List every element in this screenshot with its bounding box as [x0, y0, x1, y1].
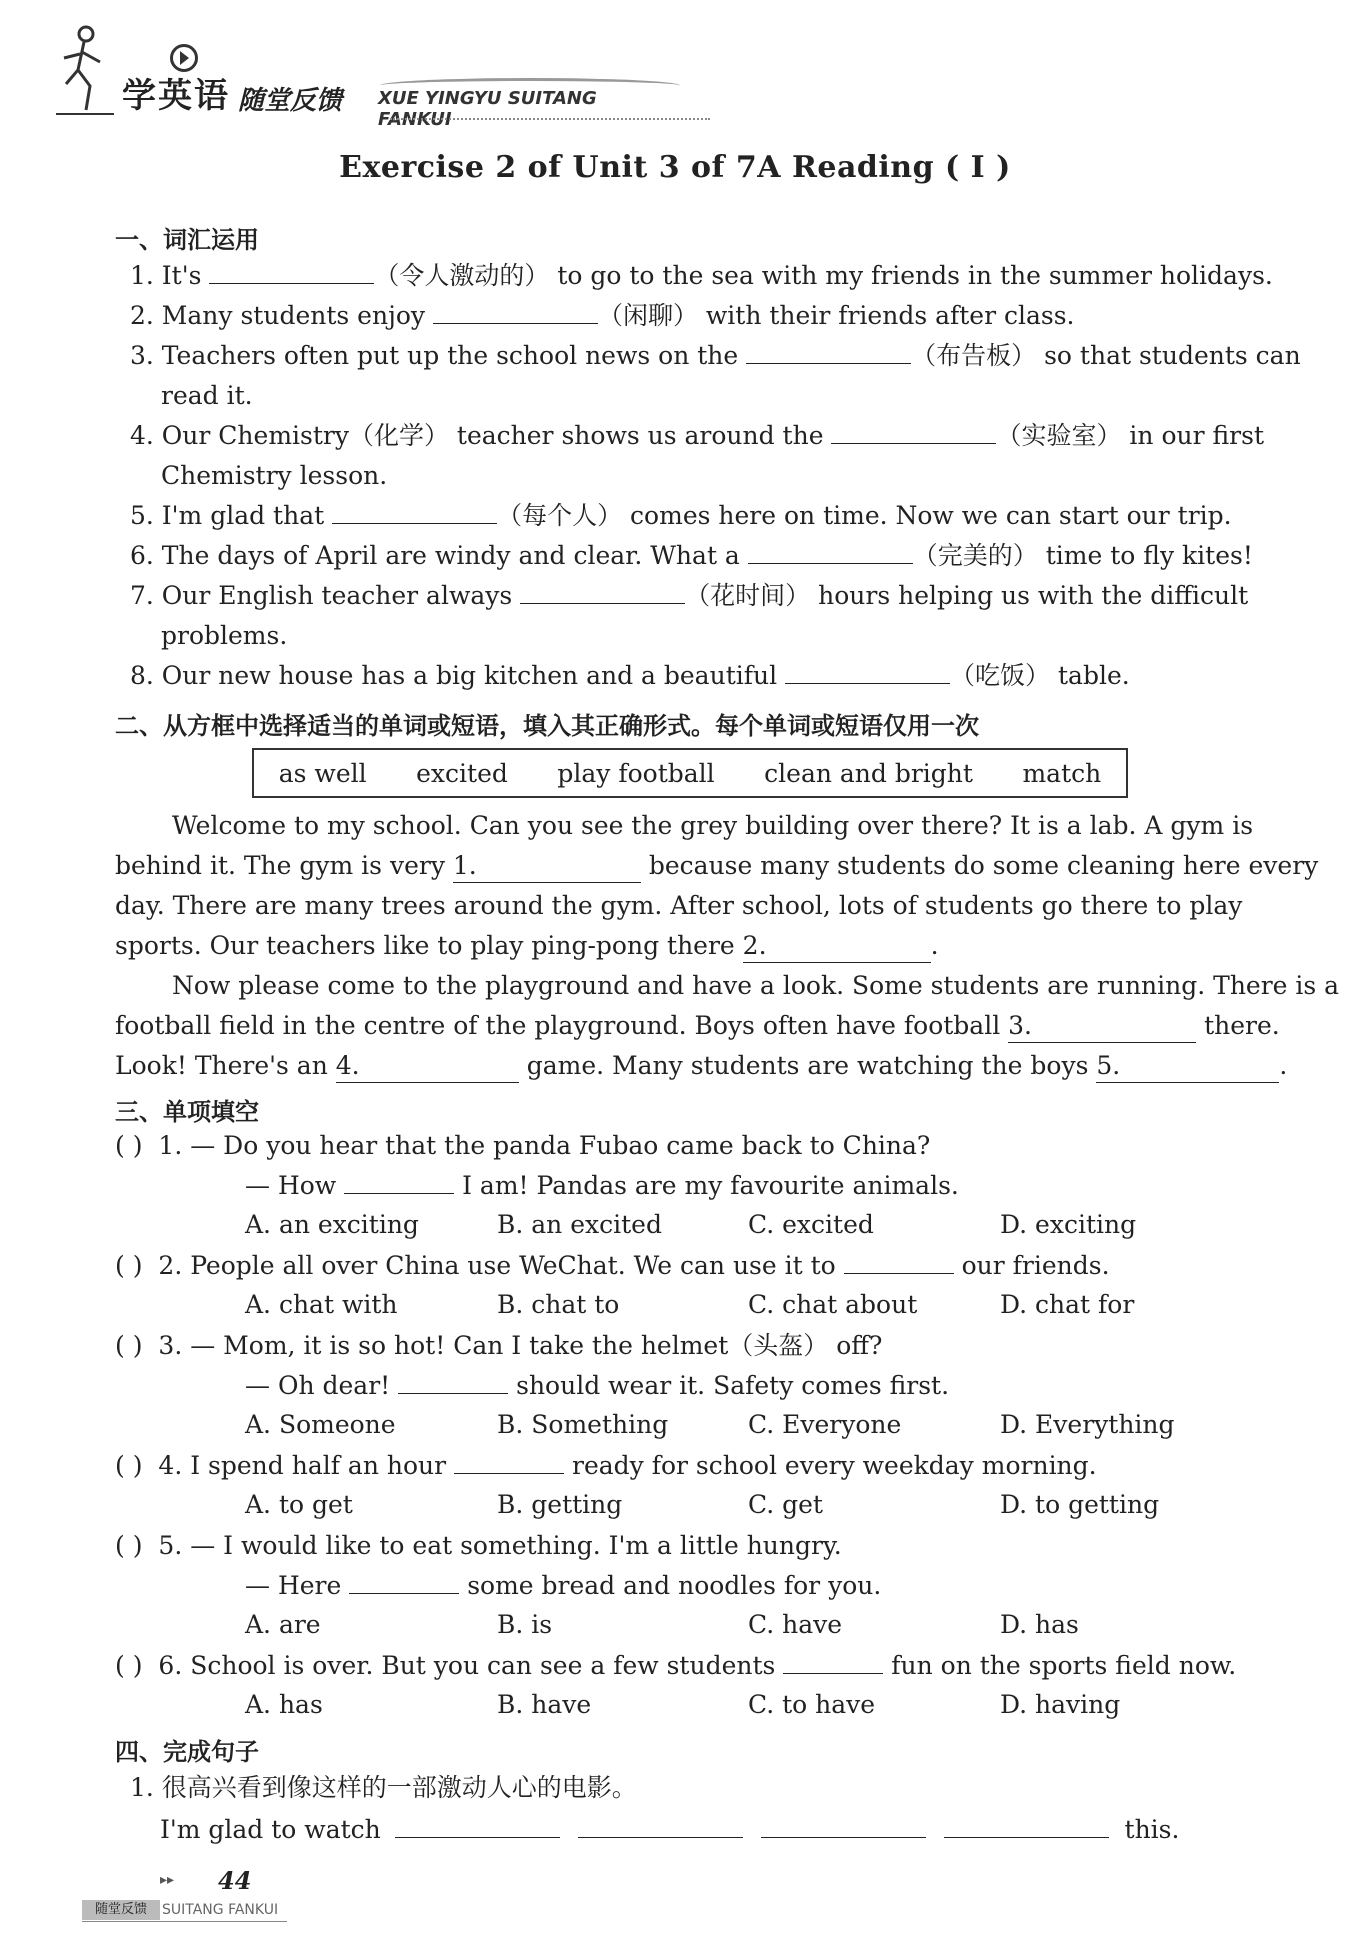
option-b[interactable]: B. chat to: [497, 1290, 620, 1319]
option-a[interactable]: A. to get: [245, 1490, 353, 1519]
word-option: as well: [278, 758, 367, 788]
blank-number: 3.: [1008, 1011, 1033, 1040]
passage-line: Welcome to my school. Can you see the grey building over there? It is a lab. A gym is: [172, 811, 1254, 840]
answer-blank[interactable]: [844, 1251, 954, 1274]
passage-line: [115, 850, 1318, 883]
option-b[interactable]: B. an excited: [497, 1210, 662, 1239]
answer-blank[interactable]: [209, 261, 374, 284]
footer-tag: 随堂反馈: [82, 1900, 160, 1920]
header-en-subtitle: XUE YINGYU SUITANG FANKUI: [378, 88, 597, 130]
mc-question-3-reply: [245, 1370, 949, 1402]
answer-paren[interactable]: ( ): [115, 1451, 143, 1480]
passage-text: because many students do some cleaning here every: [648, 851, 1319, 880]
answer-blank[interactable]: [349, 1571, 459, 1594]
mc-question-2: [115, 1250, 1110, 1282]
q-text: — Here: [245, 1571, 342, 1600]
q-text: （花时间） hours helping us with the difficult: [685, 581, 1249, 610]
q-text: — Oh dear!: [245, 1371, 391, 1400]
option-a[interactable]: A. chat with: [245, 1290, 398, 1319]
mc-question-1-reply: [245, 1170, 959, 1202]
passage-line: [115, 1010, 1280, 1043]
passage-text: .: [930, 931, 939, 960]
option-b[interactable]: B. getting: [497, 1490, 623, 1519]
q-text: 4. I spend half an hour: [158, 1451, 447, 1480]
numbered-blank[interactable]: [1096, 1050, 1279, 1083]
blank-number: 5.: [1096, 1051, 1121, 1080]
option-a[interactable]: A. Someone: [245, 1410, 396, 1439]
passage-line: [115, 930, 939, 963]
q-text: 1. It's: [130, 261, 202, 290]
passage-line: [115, 1050, 1287, 1083]
q-text: （吃饭） table.: [950, 661, 1130, 690]
answer-blank[interactable]: [332, 501, 497, 524]
page-number: 44: [218, 1866, 252, 1895]
passage-text: behind it. The gym is very: [115, 851, 445, 880]
sec1-question-6: [130, 540, 1253, 572]
section2-heading: 二、从方框中选择适当的单词或短语，填入其正确形式。每个单词或短语仅用一次: [115, 712, 979, 740]
passage-line: Now please come to the playground and have a look. Some students are running. There is a: [172, 971, 1340, 1000]
option-b[interactable]: B. Something: [497, 1410, 669, 1439]
header-cn-title: 学英语: [122, 76, 230, 116]
mc-question-5: [115, 1530, 842, 1562]
answer-paren[interactable]: ( ): [115, 1531, 143, 1560]
header-cn-subtitle: 随堂反馈: [238, 86, 343, 116]
section1-heading: 一、词汇运用: [115, 226, 259, 254]
answer-blank[interactable]: [748, 541, 913, 564]
q-text: fun on the sports field now.: [891, 1651, 1237, 1680]
answer-blank[interactable]: [761, 1815, 926, 1838]
word-option: match: [1022, 758, 1102, 788]
option-d[interactable]: D. exciting: [1000, 1210, 1137, 1239]
word-option: play football: [557, 758, 715, 788]
answer-blank[interactable]: [344, 1171, 454, 1194]
footer-en: SUITANG FANKUI: [162, 1902, 279, 1918]
numbered-blank[interactable]: [453, 850, 641, 883]
option-c[interactable]: C. excited: [748, 1210, 874, 1239]
q-text: （令人激动的） to go to the sea with my friends in the summer holidays.: [374, 261, 1273, 290]
q-text: ready for school every weekday morning.: [572, 1451, 1097, 1480]
blank-number: 4.: [335, 1051, 360, 1080]
q-text: 5. I'm glad that: [130, 501, 325, 530]
q-text: 3. Teachers often put up the school news on the: [130, 341, 739, 370]
numbered-blank[interactable]: [1008, 1010, 1196, 1043]
sec1-question-3: [130, 340, 1301, 372]
mc-question-3: [115, 1330, 882, 1362]
q-text: 2. People all over China use WeChat. We can use it to: [158, 1251, 836, 1280]
option-d[interactable]: D. having: [1000, 1690, 1121, 1719]
sec1-question-7-cont: problems.: [161, 621, 288, 650]
arrow-icon: ▸▸: [160, 1872, 175, 1888]
q-text: some bread and noodles for you.: [467, 1571, 882, 1600]
option-d[interactable]: D. has: [1000, 1610, 1079, 1639]
option-a[interactable]: A. has: [245, 1690, 323, 1719]
word-bank-box: [252, 748, 1128, 798]
runner-logo-icon: [56, 24, 116, 116]
q-text: （每个人） comes here on time. Now we can start our trip.: [497, 501, 1232, 530]
option-d[interactable]: D. chat for: [1000, 1290, 1135, 1319]
q-text: 6. The days of April are windy and clear. What a: [130, 541, 740, 570]
sec1-question-5: [130, 500, 1232, 532]
sec1-question-7: [130, 580, 1248, 612]
answer-blank[interactable]: [578, 1815, 743, 1838]
sec4-question-1-en: [160, 1814, 1179, 1846]
word-option: clean and bright: [764, 758, 973, 788]
word-option: excited: [416, 758, 508, 788]
answer-paren[interactable]: ( ): [115, 1131, 143, 1160]
option-d[interactable]: D. to getting: [1000, 1490, 1160, 1519]
passage-text: there.: [1204, 1011, 1280, 1040]
option-c[interactable]: C. have: [748, 1610, 843, 1639]
q-text: （布告板） so that students can: [911, 341, 1301, 370]
option-c[interactable]: C. to have: [748, 1690, 876, 1719]
mc-question-4: [115, 1450, 1097, 1482]
section4-heading: 四、完成句子: [115, 1738, 259, 1766]
q-text: our friends.: [961, 1251, 1110, 1280]
q-text: 1. — Do you hear that the panda Fubao came back to China?: [158, 1131, 931, 1160]
passage-text: football field in the centre of the playground. Boys often have football: [115, 1011, 1001, 1040]
q-text: 3. — Mom, it is so hot! Can I take the helmet（头盔） off?: [158, 1331, 883, 1360]
answer-blank[interactable]: [520, 581, 685, 604]
q-text: 5. — I would like to eat something. I'm a little hungry.: [158, 1531, 842, 1560]
answer-paren[interactable]: ( ): [115, 1651, 143, 1680]
numbered-blank[interactable]: [743, 930, 931, 963]
sec4-question-1-cn: 1. 很高兴看到像这样的一部激动人心的电影。: [130, 1773, 637, 1802]
header-banner: [50, 18, 670, 130]
option-d[interactable]: D. Everything: [1000, 1410, 1175, 1439]
answer-blank[interactable]: [831, 421, 996, 444]
q-text: （完美的） time to fly kites!: [912, 541, 1253, 570]
option-a[interactable]: A. are: [245, 1610, 321, 1639]
passage-text: Look! There's an: [115, 1051, 328, 1080]
answer-blank[interactable]: [433, 301, 598, 324]
sec1-question-4-cont: Chemistry lesson.: [161, 461, 388, 490]
answer-blank[interactable]: [785, 661, 950, 684]
q-text: this.: [1124, 1815, 1180, 1844]
option-c[interactable]: C. Everyone: [748, 1410, 902, 1439]
sec1-question-8: [130, 660, 1130, 692]
blank-number: 1.: [452, 851, 477, 880]
passage-text: .: [1279, 1051, 1288, 1080]
answer-blank[interactable]: [395, 1815, 560, 1838]
header-dotted-rule: [390, 118, 710, 120]
option-c[interactable]: C. chat about: [748, 1290, 918, 1319]
answer-blank[interactable]: [783, 1651, 883, 1674]
sec1-question-4: [130, 420, 1264, 452]
mc-question-6: [115, 1650, 1236, 1682]
mc-question-5-reply: [245, 1570, 881, 1602]
q-text: 7. Our English teacher always: [130, 581, 513, 610]
option-b[interactable]: B. have: [497, 1690, 592, 1719]
answer-blank[interactable]: [746, 341, 911, 364]
sec1-question-1: [130, 260, 1273, 292]
q-text: 4. Our Chemistry（化学） teacher shows us around the: [130, 421, 824, 450]
answer-blank[interactable]: [398, 1371, 508, 1394]
answer-blank[interactable]: [944, 1815, 1109, 1838]
option-a[interactable]: A. an exciting: [245, 1210, 419, 1239]
sec1-question-2: [130, 300, 1075, 332]
q-text: （实验室） in our first: [996, 421, 1264, 450]
q-text: 8. Our new house has a big kitchen and a beautiful: [130, 661, 778, 690]
mc-question-1: [115, 1130, 930, 1162]
footer-rule: [82, 1921, 287, 1922]
q-text: I am! Pandas are my favourite animals.: [462, 1171, 959, 1200]
section3-heading: 三、单项填空: [115, 1098, 259, 1126]
q-text: 2. Many students enjoy: [130, 301, 425, 330]
q-text: I'm glad to watch: [160, 1815, 381, 1844]
blank-number: 2.: [742, 931, 767, 960]
answer-paren[interactable]: ( ): [115, 1251, 143, 1280]
option-b[interactable]: B. is: [497, 1610, 553, 1639]
sec1-question-3-cont: read it.: [161, 381, 253, 410]
q-text: 6. School is over. But you can see a few students: [158, 1651, 776, 1680]
q-text: — How: [245, 1171, 337, 1200]
numbered-blank[interactable]: [336, 1050, 519, 1083]
passage-text: game. Many students are watching the boys: [526, 1051, 1089, 1080]
passage-line: day. There are many trees around the gym. After school, lots of students go there to play: [115, 891, 1243, 920]
q-text: should wear it. Safety comes first.: [516, 1371, 950, 1400]
option-c[interactable]: C. get: [748, 1490, 823, 1519]
answer-blank[interactable]: [454, 1451, 564, 1474]
answer-paren[interactable]: ( ): [115, 1331, 143, 1360]
passage-text: sports. Our teachers like to play ping-pong there: [115, 931, 735, 960]
page-title: Exercise 2 of Unit 3 of 7A Reading ( Ⅰ ): [339, 150, 1011, 185]
q-text: （闲聊） with their friends after class.: [597, 301, 1075, 330]
